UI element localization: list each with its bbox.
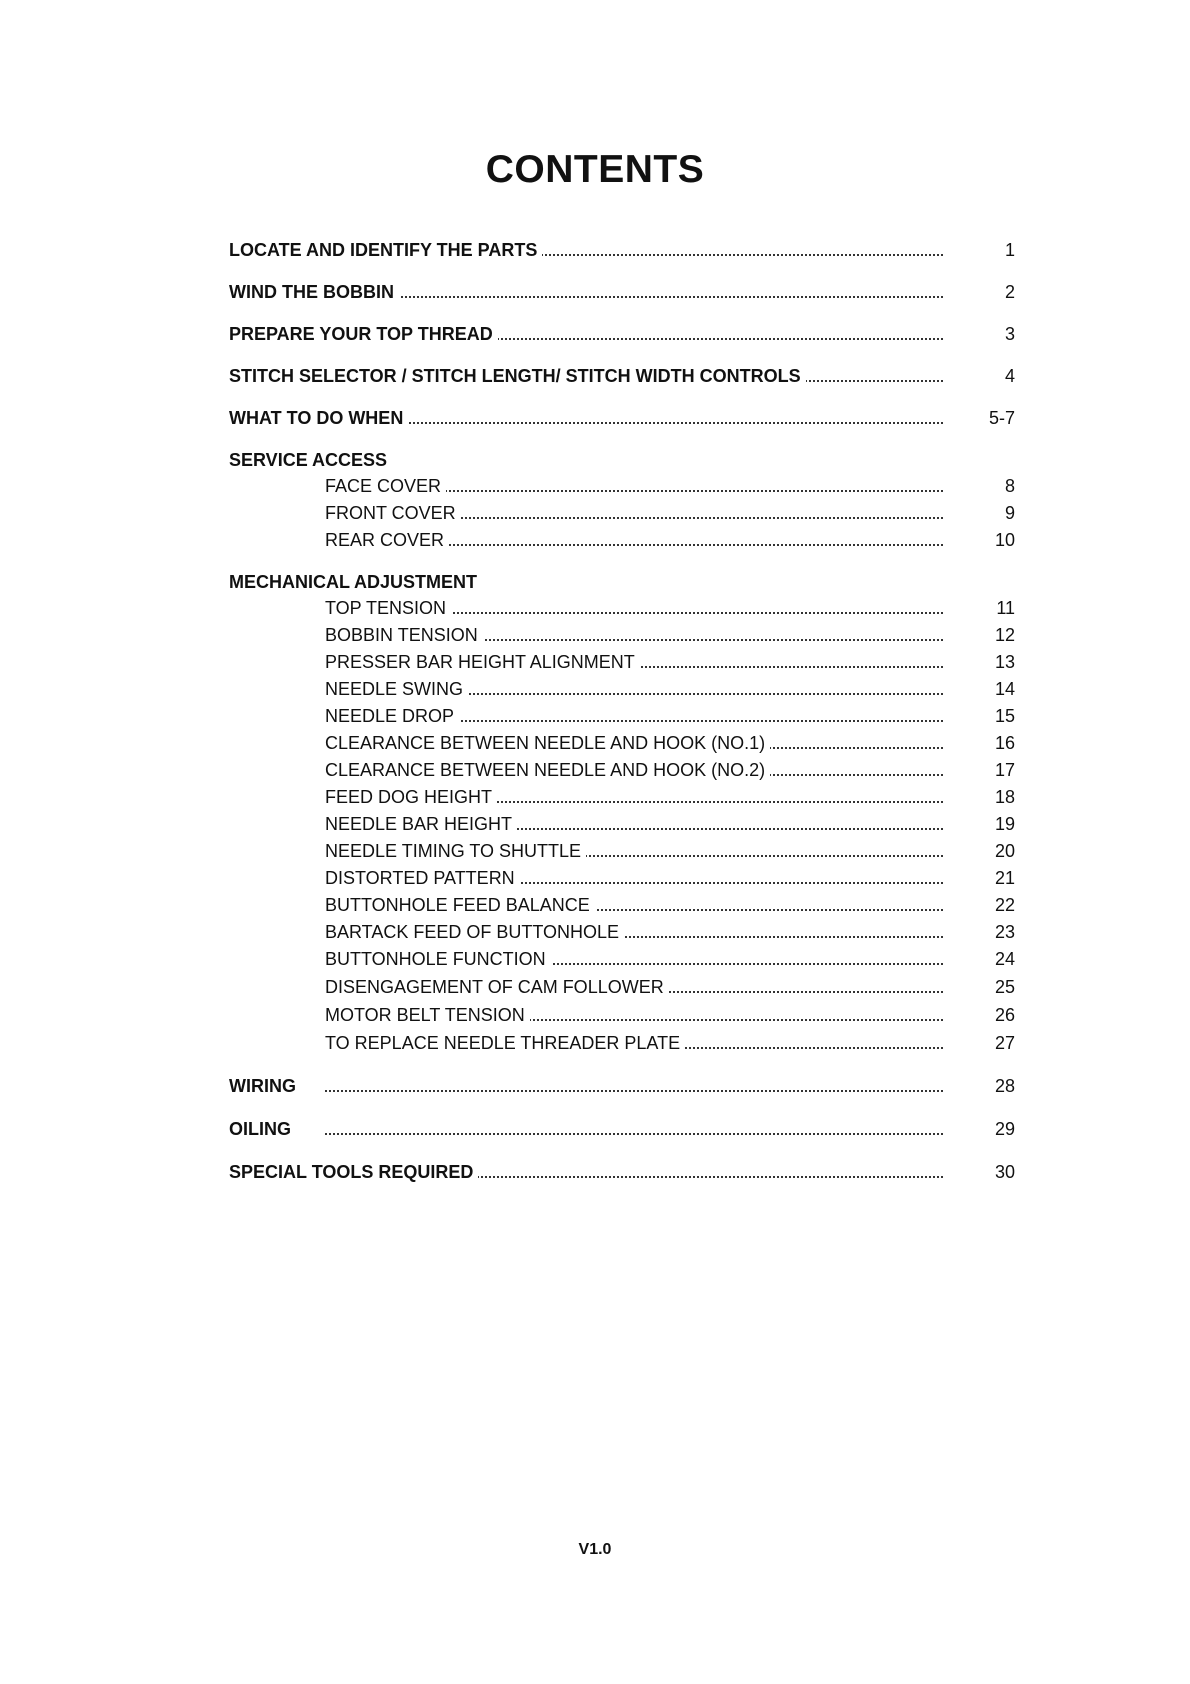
toc-entry-special-tools[interactable] bbox=[0, 1160, 1190, 1184]
toc-entry-page: 4 bbox=[1004, 366, 1015, 386]
toc-entry-label: NEEDLE DROP bbox=[325, 704, 459, 728]
toc-subentry-buttonhole-feed-balance[interactable] bbox=[0, 893, 1190, 917]
toc-entry-page: 28 bbox=[994, 1076, 1015, 1096]
toc-subentry-motor-belt[interactable] bbox=[0, 1003, 1190, 1027]
toc-entry-label: STITCH SELECTOR / STITCH LENGTH/ STITCH WIDTH CONTROLS bbox=[229, 364, 806, 388]
toc-entry-label: BUTTONHOLE FUNCTION bbox=[325, 947, 551, 971]
toc-entry-page: 12 bbox=[994, 625, 1015, 645]
toc-entry-page: 24 bbox=[994, 949, 1015, 969]
toc-entry-page: 29 bbox=[994, 1119, 1015, 1139]
toc-entry-label: FACE COVER bbox=[325, 474, 446, 498]
dot-leader bbox=[325, 1117, 943, 1135]
toc-entry-what-to-do[interactable] bbox=[0, 406, 1190, 430]
toc-subentry-clearance-2[interactable] bbox=[0, 758, 1190, 782]
toc-subentry-distorted-pattern[interactable] bbox=[0, 866, 1190, 890]
toc-entry-page: 9 bbox=[1004, 503, 1015, 523]
toc-entry-label: MOTOR BELT TENSION bbox=[325, 1003, 530, 1027]
toc-entry-page: 23 bbox=[994, 922, 1015, 942]
toc-entry-label: REAR COVER bbox=[325, 528, 449, 552]
toc-entry-top-thread[interactable] bbox=[0, 322, 1190, 346]
toc-subentry-clearance-1[interactable] bbox=[0, 731, 1190, 755]
toc-subentry-face-cover[interactable] bbox=[0, 474, 1190, 498]
toc-entry-page: 13 bbox=[994, 652, 1015, 672]
toc-entry-label: TO REPLACE NEEDLE THREADER PLATE bbox=[325, 1031, 685, 1055]
toc-entry-page: 27 bbox=[994, 1033, 1015, 1053]
dot-leader bbox=[420, 501, 943, 519]
toc-subentry-rear-cover[interactable] bbox=[0, 528, 1190, 552]
toc-entry-page: 26 bbox=[994, 1005, 1015, 1025]
toc-subentry-needle-swing[interactable] bbox=[0, 677, 1190, 701]
toc-entry-label: FRONT COVER bbox=[325, 501, 461, 525]
toc-entry-label: SPECIAL TOOLS REQUIRED bbox=[229, 1160, 478, 1184]
toc-entry-label: BARTACK FEED OF BUTTONHOLE bbox=[325, 920, 624, 944]
toc-entry-label: NEEDLE SWING bbox=[325, 677, 468, 701]
dot-leader bbox=[330, 280, 943, 298]
toc-entry-label: WIRING bbox=[229, 1074, 301, 1098]
toc-entry-label: OILING bbox=[229, 1117, 296, 1141]
dot-leader bbox=[420, 528, 943, 546]
toc-entry-page: 11 bbox=[996, 598, 1015, 618]
toc-subentry-front-cover[interactable] bbox=[0, 501, 1190, 525]
toc-entry-page: 30 bbox=[994, 1162, 1015, 1182]
toc-entry-label: PREPARE YOUR TOP THREAD bbox=[229, 322, 498, 346]
toc-subentry-cam-follower[interactable] bbox=[0, 975, 1190, 999]
toc-entry-label: DISTORTED PATTERN bbox=[325, 866, 520, 890]
toc-entry-wind-bobbin[interactable] bbox=[0, 280, 1190, 304]
toc-entry-page: 20 bbox=[994, 841, 1015, 861]
version-label: V1.0 bbox=[578, 1541, 612, 1558]
toc-entry-page: 3 bbox=[1004, 324, 1015, 344]
toc-entry-page: 19 bbox=[994, 814, 1015, 834]
dot-leader bbox=[420, 704, 943, 722]
toc-entry-label: CLEARANCE BETWEEN NEEDLE AND HOOK (NO.2) bbox=[325, 758, 770, 782]
toc-entry-locate-parts[interactable] bbox=[0, 238, 1190, 262]
toc-entry-label: FEED DOG HEIGHT bbox=[325, 785, 497, 809]
toc-subentry-presser-bar[interactable] bbox=[0, 650, 1190, 674]
toc-subentry-bobbin-tension[interactable] bbox=[0, 623, 1190, 647]
toc-subentry-bartack-feed[interactable] bbox=[0, 920, 1190, 944]
dot-leader bbox=[325, 1074, 943, 1092]
section-heading-service-access: SERVICE ACCESS bbox=[229, 450, 388, 470]
dot-leader bbox=[420, 596, 943, 614]
toc-entry-page: 1 bbox=[1004, 240, 1015, 260]
toc-subentry-top-tension[interactable] bbox=[0, 596, 1190, 620]
toc-entry-label: NEEDLE TIMING TO SHUTTLE bbox=[325, 839, 586, 863]
toc-entry-page: 18 bbox=[994, 787, 1015, 807]
toc-entry-label: WIND THE BOBBIN bbox=[229, 280, 399, 304]
toc-entry-label: BOBBIN TENSION bbox=[325, 623, 483, 647]
dot-leader bbox=[420, 623, 943, 641]
toc-entry-page: 15 bbox=[994, 706, 1015, 726]
toc-subentry-needle-timing[interactable] bbox=[0, 839, 1190, 863]
toc-entry-label: LOCATE AND IDENTIFY THE PARTS bbox=[229, 238, 542, 262]
toc-entry-wiring[interactable] bbox=[0, 1074, 1190, 1098]
page-title: CONTENTS bbox=[485, 148, 705, 191]
toc-entry-page: 2 bbox=[1004, 282, 1015, 302]
toc-entry-label: BUTTONHOLE FEED BALANCE bbox=[325, 893, 595, 917]
toc-entry-page: 25 bbox=[994, 977, 1015, 997]
dot-leader bbox=[420, 474, 943, 492]
toc-subentry-needle-drop[interactable] bbox=[0, 704, 1190, 728]
toc-subentry-needle-bar-height[interactable] bbox=[0, 812, 1190, 836]
toc-entry-page: 5-7 bbox=[988, 408, 1015, 428]
toc-entry-label: WHAT TO DO WHEN bbox=[229, 406, 408, 430]
toc-entry-label: TOP TENSION bbox=[325, 596, 451, 620]
dot-leader bbox=[330, 406, 943, 424]
toc-entry-label: PRESSER BAR HEIGHT ALIGNMENT bbox=[325, 650, 640, 674]
toc-subentry-feed-dog-height[interactable] bbox=[0, 785, 1190, 809]
section-heading-mechanical-adjustment: MECHANICAL ADJUSTMENT bbox=[229, 572, 478, 592]
toc-subentry-needle-threader[interactable] bbox=[0, 1031, 1190, 1055]
toc-entry-label: CLEARANCE BETWEEN NEEDLE AND HOOK (NO.1) bbox=[325, 731, 770, 755]
toc-entry-page: 16 bbox=[994, 733, 1015, 753]
toc-entry-page: 17 bbox=[994, 760, 1015, 780]
dot-leader bbox=[420, 677, 943, 695]
toc-entry-label: NEEDLE BAR HEIGHT bbox=[325, 812, 517, 836]
toc-subentry-buttonhole-function[interactable] bbox=[0, 947, 1190, 971]
toc-entry-label: DISENGAGEMENT OF CAM FOLLOWER bbox=[325, 975, 669, 999]
toc-entry-page: 21 bbox=[994, 868, 1015, 888]
toc-entry-page: 14 bbox=[994, 679, 1015, 699]
toc-entry-page: 10 bbox=[994, 530, 1015, 550]
toc-entry-page: 8 bbox=[1004, 476, 1015, 496]
toc-entry-oiling[interactable] bbox=[0, 1117, 1190, 1141]
toc-entry-stitch-controls[interactable] bbox=[0, 364, 1190, 388]
dot-leader bbox=[420, 785, 943, 803]
toc-entry-page: 22 bbox=[994, 895, 1015, 915]
